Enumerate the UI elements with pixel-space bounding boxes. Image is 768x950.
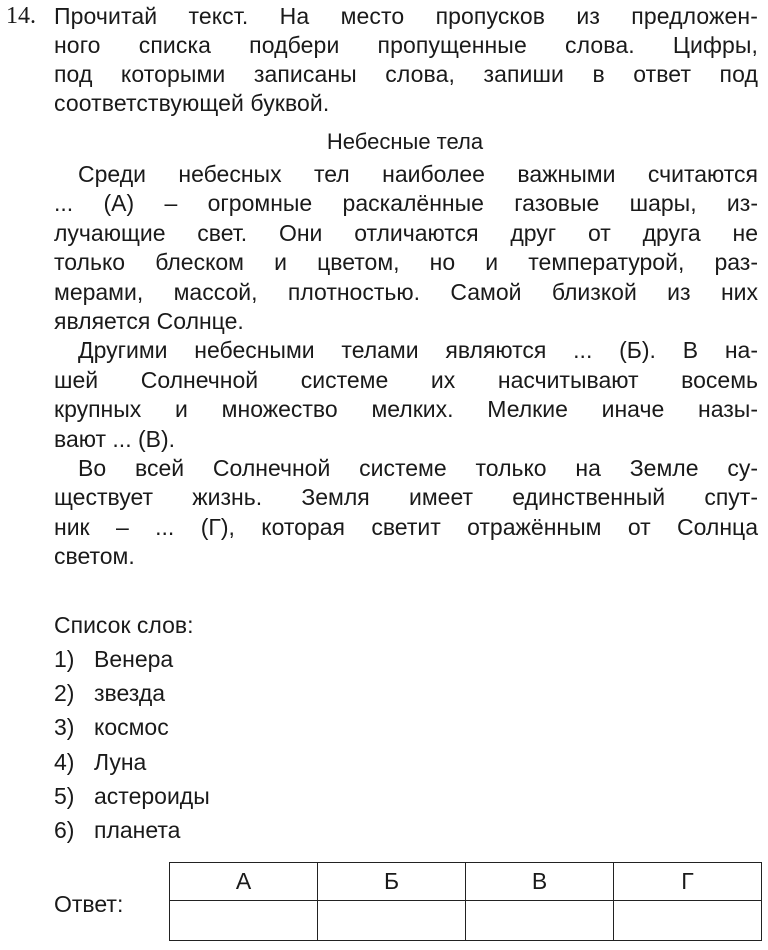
instruction-line: под которыми записаны слова, запиши в ответ под [54, 61, 758, 87]
answer-label: Ответ: [54, 891, 124, 917]
list-item-number: 4) [54, 748, 75, 775]
text-line: лучающие свет. Они отличаются друг от друга не [54, 219, 758, 246]
list-item-number: 6) [54, 817, 75, 844]
text-line: Другими небесными телами являются ... (Б). В на- [78, 337, 758, 364]
answer-table [169, 862, 762, 941]
answer-column-a: А [170, 863, 318, 901]
reading-text [54, 160, 758, 572]
list-item-word: астероиды [94, 782, 210, 809]
text-line: ник – ... (Г), которая светит отражённым от Солнца [54, 513, 758, 540]
word-list [54, 608, 210, 847]
list-item-number: 2) [54, 680, 75, 707]
answer-input-row [170, 901, 762, 941]
answer-column-v: В [466, 863, 614, 901]
answer-cell-v[interactable] [466, 901, 614, 941]
list-item-number: 5) [54, 782, 75, 809]
list-item [54, 779, 210, 813]
text-line: Среди небесных тел наиболее важными считаются [78, 161, 758, 187]
answer-column-g: Г [614, 863, 762, 901]
list-item [54, 813, 210, 847]
text-line: вают ... (В). [54, 425, 176, 452]
text-line: ществует жизнь. Земля имеет единственный спут- [54, 484, 758, 511]
list-item-word: звезда [94, 680, 166, 707]
list-item-word: Венера [94, 646, 174, 672]
answer-cell-a[interactable] [170, 901, 318, 941]
text-line: ... (А) – огромные раскалённые газовые шары, из- [54, 190, 758, 217]
list-item [54, 676, 210, 710]
instruction-line: соответствующей буквой. [54, 90, 330, 116]
list-item-word: планета [94, 817, 181, 844]
text-line: крупных и множество мелких. Мелкие иначе назы- [54, 396, 758, 423]
list-item-word: космос [94, 714, 169, 741]
answer-cell-b[interactable] [318, 901, 466, 941]
answer-header-row [170, 863, 762, 901]
task-number: 14. [6, 3, 36, 29]
instruction-line: Прочитай текст. На место пропусков из предложен- [54, 3, 758, 29]
text-line: светом. [54, 543, 135, 570]
text-line: является Солнце. [54, 308, 244, 335]
task-instruction [54, 2, 758, 118]
text-line: мерами, массой, плотностью. Самой близкой из них [54, 278, 758, 305]
text-line: только блеском и цветом, но и температурой, раз- [54, 249, 758, 276]
instruction-line: ного списка подбери пропущенные слова. Цифры, [54, 32, 758, 58]
list-item-word: Луна [94, 748, 147, 775]
text-line: Во всей Солнечной системе только на Земле су- [78, 455, 758, 482]
list-item [54, 642, 210, 676]
answer-column-b: Б [318, 863, 466, 901]
word-list-title: Список слов: [54, 612, 194, 638]
answer-cell-g[interactable] [614, 901, 762, 941]
list-item [54, 710, 210, 744]
text-title: Небесные тела [326, 129, 484, 154]
task-14 [6, 2, 758, 118]
list-item-number: 3) [54, 714, 75, 741]
list-item [54, 745, 210, 779]
list-item-number: 1) [54, 646, 75, 672]
text-line: шей Солнечной системе их насчитывают восемь [54, 366, 758, 393]
